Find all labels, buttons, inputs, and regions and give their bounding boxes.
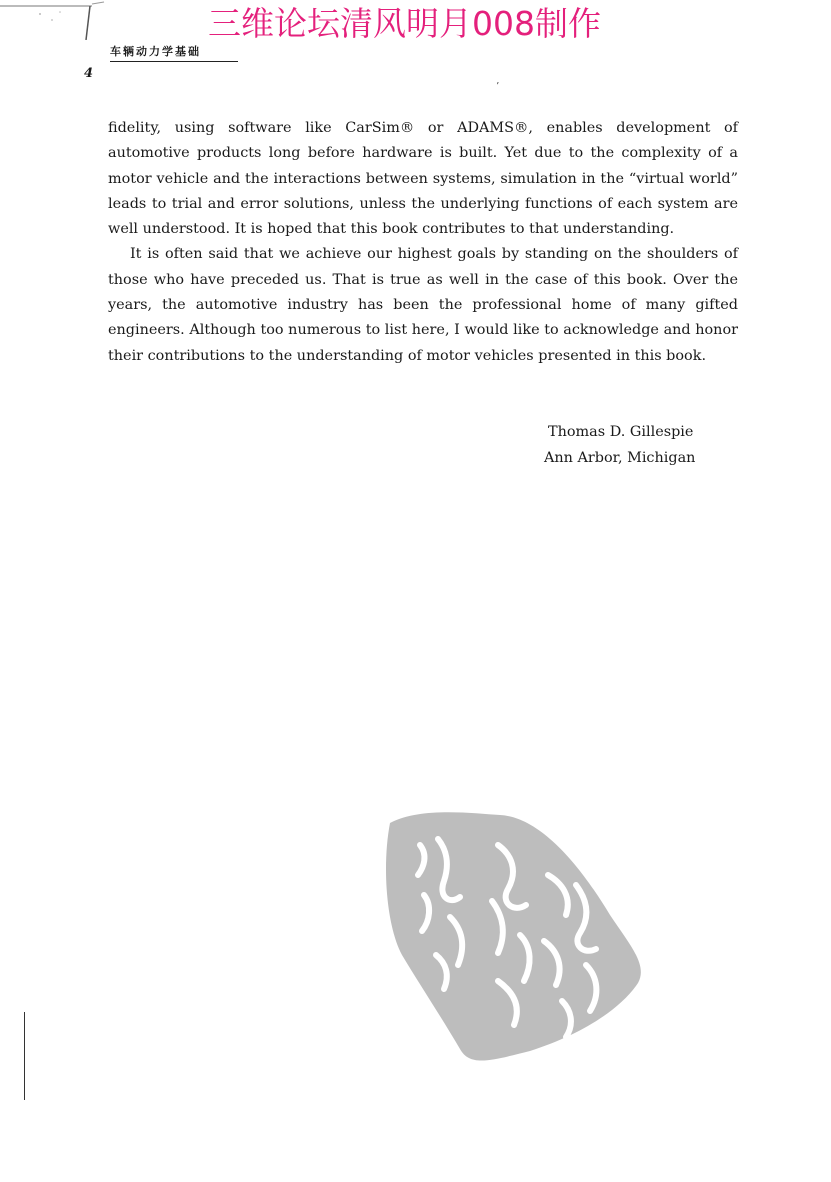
library-seal-stamp xyxy=(380,805,645,1065)
paragraph-1: fidelity, using software like CarSim® or ADAMS®, enables development of automotive products long before hardware is built. Yet due to the complexity of a motor vehicle and the interactions between systems, simulation in the “virtual world” leads to trial and error solutions, unless the underlying functions of each system are well understood. It is hoped that this book contributes to that understanding. xyxy=(108,120,738,238)
paragraph-2: It is often said that we achieve our highest goals by standing on the shoulders of those who have preceded us. That is true as well in the case of this book. Over the years, the automotive industry has been the professional home of many gifted engineers. Although too numerous to list here, I would like to acknowledge and honor their contributions to the understanding of motor vehicles presented in this book. xyxy=(108,246,738,364)
author-location: Ann Arbor, Michigan xyxy=(544,449,696,466)
running-head: 车辆动力学基础 xyxy=(110,45,238,62)
page-number: 4 xyxy=(84,66,94,81)
watermark-text: 三维论坛清风明月008制作 xyxy=(208,4,601,43)
author-name: Thomas D. Gillespie xyxy=(548,424,694,440)
scan-artifact xyxy=(0,0,110,40)
signature-block xyxy=(544,420,695,471)
body-text xyxy=(108,116,738,369)
scan-margin-line xyxy=(24,1012,25,1100)
scan-speck: ʼ xyxy=(496,82,499,92)
